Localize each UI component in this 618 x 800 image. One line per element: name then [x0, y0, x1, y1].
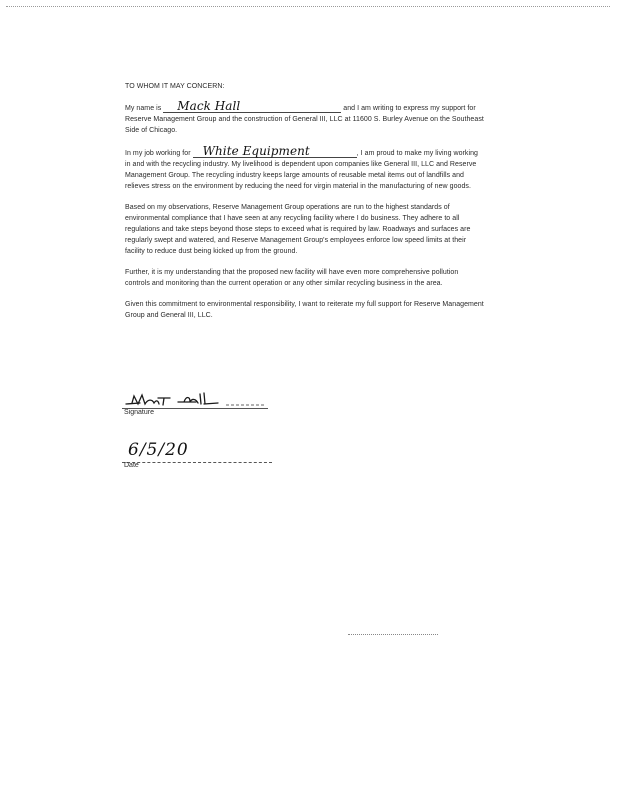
letter-body [125, 81, 485, 331]
paragraph-observations: Based on my observations, Reserve Management Group operations are run to the highest standards of environmental compliance that I have seen at any recycling facility where I do business. They adhere to all regulations and take steps beyond those steps to exceed what is required by law. Roadways and surfaces are regularly swept and watered, and Reserve Management Group's employees enforce low speed limits at their facility to reduce dust being kicked up from the ground. [125, 204, 471, 255]
handwritten-company-field: White Equipment [193, 146, 357, 158]
paragraph-conclusion: Given this commitment to environmental responsibility, I want to reiterate my full support for Reserve Management Group and General III, LLC. [125, 301, 484, 319]
salutation: TO WHOM IT MAY CONCERN: [125, 83, 225, 90]
paragraph-employment [125, 146, 485, 192]
date-label: Date [124, 462, 139, 469]
employment-text-before-company: In my job working for [125, 150, 191, 157]
date-line [122, 462, 272, 463]
intro-text-after-name: and I am writing to express my support for Reserve Management Group and the construction of General III, LLC at 11600 S. Burley Avenue on the Southeast Side of Chicago. [125, 105, 484, 134]
handwritten-signature [118, 390, 278, 410]
paragraph-introduction [125, 101, 485, 136]
scan-artifact-line [6, 6, 610, 7]
signature-label: Signature [124, 409, 154, 416]
intro-text-before-name: My name is [125, 105, 162, 112]
handwritten-date: 6/5/20 [128, 440, 189, 460]
handwritten-name-field: Mack Hall [163, 101, 341, 113]
paragraph-understanding: Further, it is my understanding that the proposed new facility will have even more comprehensive pollution controls and monitoring than the current operation or any other similar recycling business in the area. [125, 269, 459, 287]
scan-artifact-mark [348, 634, 438, 635]
employment-text-after-company: , I am proud to make my living working in and with the recycling industry. My livelihood is dependent upon companies like General III, LLC and Reserve Management Group. The recycling industry keeps large amounts of reusable metal items out of landfills and relieves stress on the environment by reducing the need for virgin material in the manufacturing of new goods. [125, 150, 478, 190]
